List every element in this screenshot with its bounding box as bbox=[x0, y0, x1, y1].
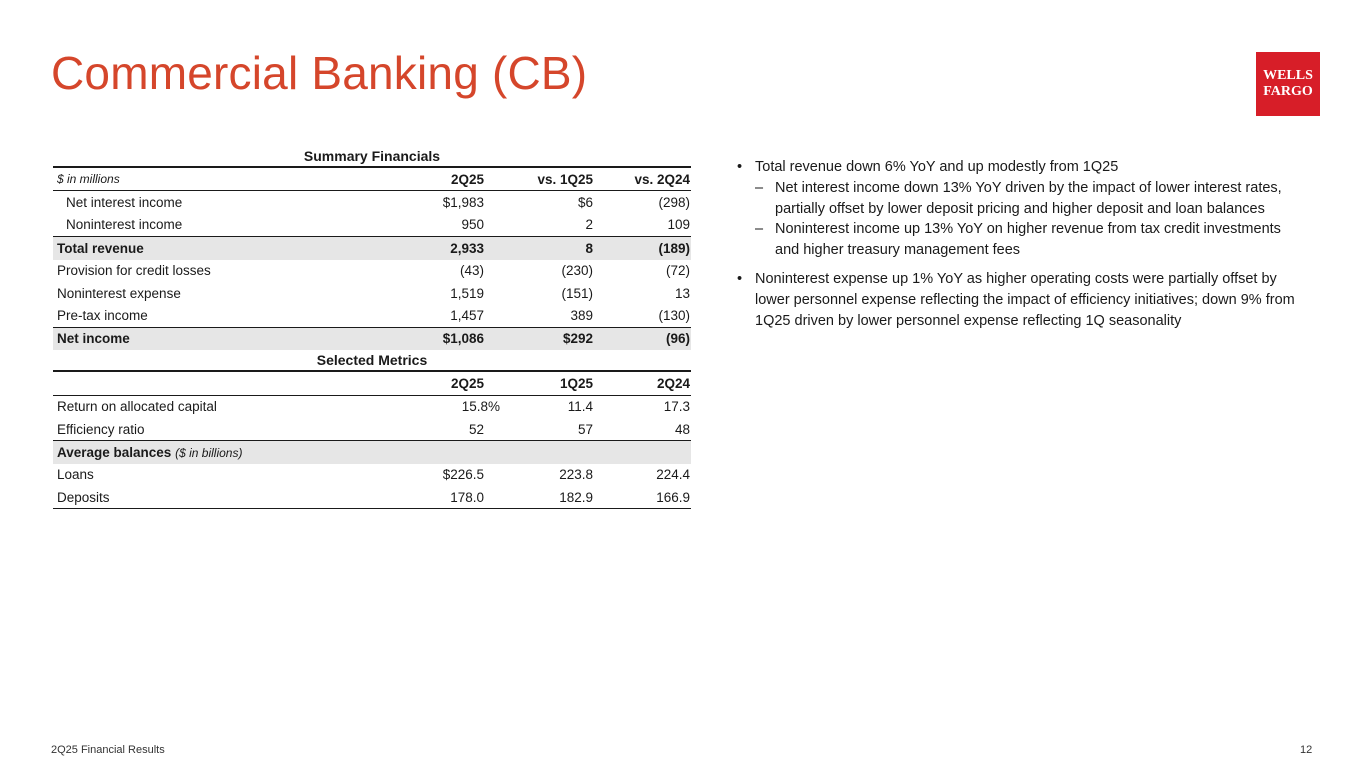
cell-value: 15.8 bbox=[461, 399, 488, 415]
cell: 224.4 bbox=[656, 467, 690, 483]
row-label: Deposits bbox=[53, 486, 380, 509]
table-row bbox=[53, 214, 691, 237]
page-number: 12 bbox=[1300, 744, 1313, 756]
row-label: Net interest income bbox=[66, 195, 183, 211]
cell: 2,933 bbox=[380, 237, 494, 260]
avg-balances-label bbox=[53, 441, 691, 464]
cell: $1,086 bbox=[380, 327, 494, 350]
page-title: Commercial Banking (CB) bbox=[51, 47, 588, 99]
table-row bbox=[53, 486, 691, 509]
unit-label: $ in millions bbox=[53, 167, 380, 191]
footer-label: 2Q25 Financial Results bbox=[51, 744, 165, 756]
summary-header-row bbox=[53, 167, 691, 191]
cell: $226.5 bbox=[442, 467, 484, 483]
row-label: Efficiency ratio bbox=[57, 421, 145, 437]
cell: $292 bbox=[494, 327, 596, 350]
cell: (96) bbox=[596, 327, 691, 350]
cell: $1,983 bbox=[442, 195, 484, 211]
table-row-net-income bbox=[53, 327, 691, 350]
avg-balances-header-row bbox=[53, 441, 691, 464]
percent-suffix: % bbox=[488, 399, 501, 415]
commentary-bullets bbox=[737, 157, 1307, 339]
cell: 52 bbox=[468, 421, 484, 437]
cell: 950 bbox=[461, 217, 484, 233]
cell: $6 bbox=[577, 195, 593, 211]
cell: (130) bbox=[658, 308, 690, 324]
table-row bbox=[53, 395, 691, 418]
avg-balances-unit: ($ in billions) bbox=[175, 445, 243, 460]
financials-table-container bbox=[53, 146, 691, 509]
table-row bbox=[53, 304, 691, 327]
sub-bullet-item: – Net interest income down 13% YoY driven by the impact of lower interest rates, partially offset by lower deposit pricing and higher deposit and loan balances bbox=[737, 178, 1307, 220]
bullet-text: Noninterest expense up 1% YoY as higher operating costs were partially offset by lower personnel expense reflecting the impact of efficiency initiatives; down 9% from 1Q25 driven by lower personnel expense reflecting 1Q seasonality bbox=[755, 270, 1295, 329]
cell: 13 bbox=[674, 285, 690, 301]
cell: 2 bbox=[585, 217, 593, 233]
row-label: Noninterest expense bbox=[57, 285, 181, 301]
table-row bbox=[53, 282, 691, 304]
cell: (43) bbox=[459, 263, 484, 279]
cell: 1,519 bbox=[450, 285, 484, 301]
row-label: Total revenue bbox=[53, 237, 380, 260]
row-label: Net income bbox=[53, 327, 380, 350]
cell: 1,457 bbox=[450, 308, 484, 324]
col-header: 2Q25 bbox=[380, 371, 494, 395]
cell: 11.4 bbox=[567, 399, 593, 415]
cell bbox=[380, 395, 501, 418]
table-row-total-revenue bbox=[53, 237, 691, 260]
wells-fargo-logo bbox=[1256, 52, 1320, 116]
cell: 166.9 bbox=[596, 486, 691, 509]
cell: 8 bbox=[494, 237, 596, 260]
row-label: Noninterest income bbox=[66, 217, 183, 233]
cell: 178.0 bbox=[380, 486, 494, 509]
sub-bullet-item: – Noninterest income up 13% YoY on higher revenue from tax credit investments and higher treasury management fees bbox=[737, 219, 1307, 261]
financials-table bbox=[53, 146, 691, 509]
col-header: vs. 1Q25 bbox=[494, 167, 596, 191]
row-label: Loans bbox=[57, 467, 94, 483]
bullet-item bbox=[737, 269, 1307, 331]
cell: 17.3 bbox=[663, 399, 690, 415]
metrics-header-row bbox=[53, 371, 691, 395]
table-row bbox=[53, 418, 691, 441]
selected-metrics-title: Selected Metrics bbox=[53, 350, 691, 371]
cell: (72) bbox=[665, 263, 690, 279]
row-label: Pre-tax income bbox=[57, 308, 148, 324]
cell: 48 bbox=[674, 421, 690, 437]
logo-line-2: FARGO bbox=[1263, 84, 1313, 99]
table-row bbox=[53, 191, 691, 214]
cell: 182.9 bbox=[494, 486, 596, 509]
row-label: Provision for credit losses bbox=[57, 263, 211, 279]
col-header: 1Q25 bbox=[494, 371, 596, 395]
col-header: 2Q24 bbox=[596, 371, 691, 395]
table-row bbox=[53, 464, 691, 486]
col-header: 2Q25 bbox=[380, 167, 494, 191]
cell: 57 bbox=[577, 421, 593, 437]
cell: (151) bbox=[561, 285, 593, 301]
avg-balances-title: Average balances bbox=[57, 444, 172, 460]
cell: 223.8 bbox=[559, 467, 593, 483]
logo-line-1: WELLS bbox=[1263, 68, 1313, 83]
bullet-item bbox=[737, 157, 1307, 261]
bullet-text: Total revenue down 6% YoY and up modestly from 1Q25 bbox=[755, 159, 1119, 175]
cell: (230) bbox=[561, 263, 593, 279]
cell: (298) bbox=[658, 195, 690, 211]
col-header: vs. 2Q24 bbox=[596, 167, 691, 191]
cell: 109 bbox=[667, 217, 690, 233]
cell: (189) bbox=[596, 237, 691, 260]
row-label: Return on allocated capital bbox=[57, 399, 217, 415]
cell: 389 bbox=[570, 308, 593, 324]
table-row bbox=[53, 260, 691, 282]
summary-financials-title: Summary Financials bbox=[53, 146, 691, 167]
